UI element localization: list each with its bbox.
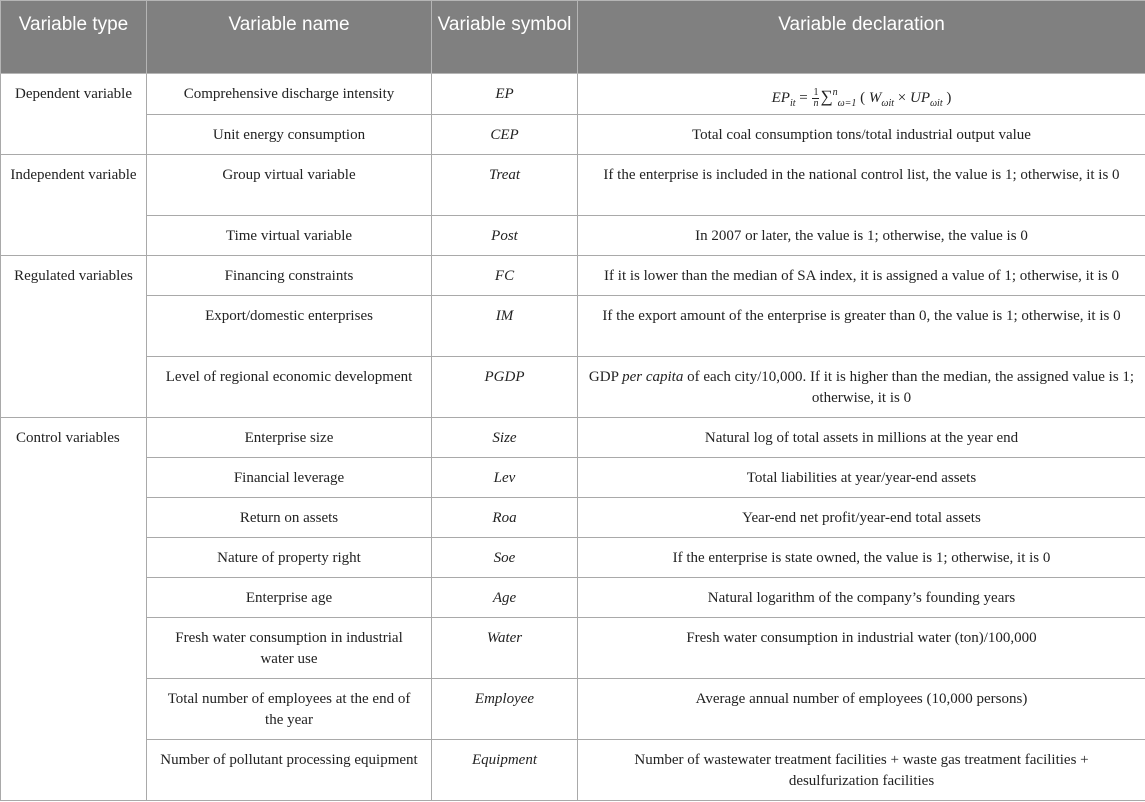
italic-text: per capita: [622, 369, 684, 385]
variable-declaration: If the enterprise is included in the national control list, the value is 1; otherwise, it is 0: [578, 155, 1145, 216]
variable-name: Group virtual variable: [147, 155, 432, 216]
variable-name: Total number of employees at the end of the year: [147, 679, 432, 740]
variable-symbol: Roa: [432, 498, 578, 538]
variable-declaration: Number of wastewater treatment facilities + waste gas treatment facilities + desulfurization facilities: [578, 740, 1145, 801]
table-row: [1, 538, 1145, 578]
variable-name: Enterprise age: [147, 578, 432, 618]
variable-symbol: Soe: [432, 538, 578, 578]
variable-symbol: PGDP: [432, 357, 578, 418]
variable-name: Level of regional economic development: [147, 357, 432, 418]
variable-symbol: IM: [432, 296, 578, 357]
variable-name: Nature of property right: [147, 538, 432, 578]
ep-formula: $EP_{it}$ = $\frac{1}{n}$ ∑$^n_{\omega=1}$ ( $W_{\omega it} \times UP_{\omega it}$ ): [771, 87, 952, 110]
table-row: [1, 155, 1145, 216]
variable-symbol: FC: [432, 256, 578, 296]
variable-symbol: CEP: [432, 115, 578, 155]
variable-symbol: Lev: [432, 458, 578, 498]
header-variable-declaration: Variable declaration: [578, 1, 1145, 74]
group-dependent: Dependent variable: [1, 74, 147, 155]
table-row: [1, 679, 1145, 740]
variable-declaration: Year-end net profit/year-end total assets: [578, 498, 1145, 538]
variable-name: Financial leverage: [147, 458, 432, 498]
table-row: [1, 216, 1145, 256]
table-row: [1, 115, 1145, 155]
variable-declaration: Fresh water consumption in industrial water (ton)/100,000: [578, 618, 1145, 679]
header-variable-name: Variable name: [147, 1, 432, 74]
table-row: [1, 296, 1145, 357]
variable-declaration: If it is lower than the median of SA index, it is assigned a value of 1; otherwise, it is 0: [578, 256, 1145, 296]
variable-name: Comprehensive discharge intensity: [147, 74, 432, 115]
header-variable-type: Variable type: [1, 1, 147, 74]
variable-name: Number of pollutant processing equipment: [147, 740, 432, 801]
variable-symbol: Size: [432, 418, 578, 458]
variable-declaration: If the enterprise is state owned, the value is 1; otherwise, it is 0: [578, 538, 1145, 578]
group-independent: Independent variable: [1, 155, 147, 256]
variable-declaration: Total liabilities at year/year-end assets: [578, 458, 1145, 498]
variable-name: Unit energy consumption: [147, 115, 432, 155]
table-row: [1, 418, 1145, 458]
variable-symbol: Post: [432, 216, 578, 256]
variable-name: Financing constraints: [147, 256, 432, 296]
variable-declaration-formula: [578, 74, 1145, 115]
header-variable-symbol: Variable symbol: [432, 1, 578, 74]
table-row: [1, 618, 1145, 679]
variable-symbol: Employee: [432, 679, 578, 740]
variable-symbol: Treat: [432, 155, 578, 216]
variable-name: Return on assets: [147, 498, 432, 538]
variable-declaration: Natural logarithm of the company’s founding years: [578, 578, 1145, 618]
variable-declaration: In 2007 or later, the value is 1; otherwise, the value is 0: [578, 216, 1145, 256]
variable-symbol: Water: [432, 618, 578, 679]
variable-name: Enterprise size: [147, 418, 432, 458]
table-row: [1, 578, 1145, 618]
group-regulated: Regulated variables: [1, 256, 147, 418]
header-row: [1, 1, 1145, 74]
table-row: [1, 740, 1145, 801]
variable-name: Time virtual variable: [147, 216, 432, 256]
variable-symbol: Age: [432, 578, 578, 618]
variable-declaration: Natural log of total assets in millions at the year end: [578, 418, 1145, 458]
variable-name: Export/domestic enterprises: [147, 296, 432, 357]
group-control: Control variables: [1, 418, 147, 801]
table-row: [1, 74, 1145, 115]
variable-declaration: Average annual number of employees (10,000 persons): [578, 679, 1145, 740]
table-row: [1, 498, 1145, 538]
variable-declaration: GDP per capita of each city/10,000. If it is higher than the median, the assigned value is 1; otherwise, it is 0: [578, 357, 1145, 418]
variable-name: Fresh water consumption in industrial water use: [147, 618, 432, 679]
variable-declaration: Total coal consumption tons/total industrial output value: [578, 115, 1145, 155]
table-row: [1, 256, 1145, 296]
variable-declaration: If the export amount of the enterprise is greater than 0, the value is 1; otherwise, it is 0: [578, 296, 1145, 357]
table-row: [1, 357, 1145, 418]
variable-symbol: Equipment: [432, 740, 578, 801]
table-row: [1, 458, 1145, 498]
variable-symbol: EP: [432, 74, 578, 115]
